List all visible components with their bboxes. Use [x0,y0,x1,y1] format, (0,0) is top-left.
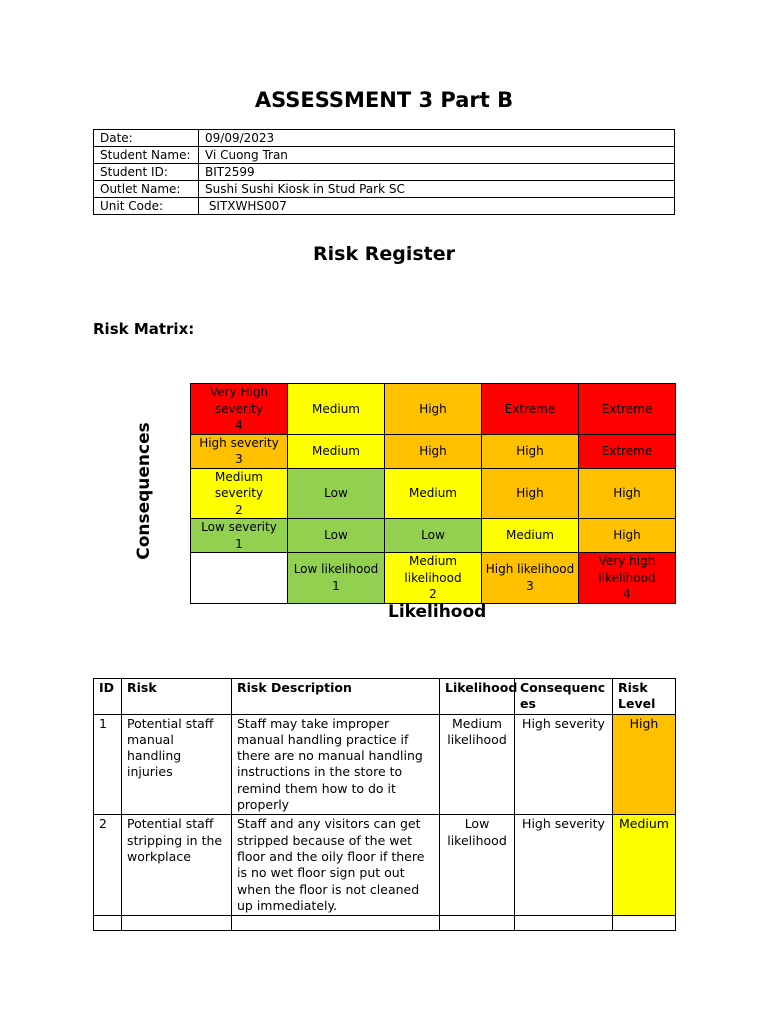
likelihood-header: Very high likelihood 4 [579,553,676,604]
section-title: Risk Register [313,243,455,265]
info-row [94,147,675,164]
column-header: Risk [122,679,232,715]
matrix-cell: High [385,384,482,435]
matrix-cell: Extreme [579,434,676,468]
matrix-cell: High [579,519,676,553]
risk-description: Staff may take improper manual handling practice if there are no manual handling instructions in the store to remind them how to do it properly [232,714,440,815]
risk-id: 1 [94,714,122,815]
matrix-cell: Medium [288,384,385,435]
column-header: Likelihood [440,679,515,715]
info-row [94,130,675,147]
empty-table-row [94,916,676,931]
risk-register-table [93,678,676,931]
matrix-cell: Low [288,468,385,519]
matrix-row [191,553,676,604]
matrix-cell: Extreme [579,384,676,435]
empty-cell [613,916,676,931]
x-axis-label: Likelihood [388,602,487,622]
student-info-table [93,129,675,215]
empty-cell [515,916,613,931]
info-row [94,181,675,198]
risk-matrix [190,383,676,604]
matrix-cell: Medium [288,434,385,468]
risk-consequence: High severity [515,714,613,815]
register-header-row [94,679,676,715]
matrix-cell: Low [288,519,385,553]
table-row [94,815,676,916]
column-header: Risk Description [232,679,440,715]
risk-name: Potential staff stripping in the workplace [122,815,232,916]
empty-cell [232,916,440,931]
empty-cell [440,916,515,931]
column-header: Consequences [515,679,613,715]
info-value: Vi Cuong Tran [199,147,675,164]
severity-header: Medium severity 2 [191,468,288,519]
risk-consequence: High severity [515,815,613,916]
risk-id: 2 [94,815,122,916]
info-value: Sushi Sushi Kiosk in Stud Park SC [199,181,675,198]
matrix-cell: High [385,434,482,468]
info-value: SITXWHS007 [199,198,675,215]
risk-name: Potential staff manual handling injuries [122,714,232,815]
risk-likelihood: Low likelihood [440,815,515,916]
matrix-corner-cell [191,553,288,604]
likelihood-header: Low likelihood 1 [288,553,385,604]
info-label: Outlet Name: [94,181,199,198]
info-label: Student Name: [94,147,199,164]
info-value: 09/09/2023 [199,130,675,147]
info-row [94,198,675,215]
info-row [94,164,675,181]
severity-header: Low severity 1 [191,519,288,553]
info-label: Student ID: [94,164,199,181]
info-value: BIT2599 [199,164,675,181]
table-row [94,714,676,815]
likelihood-header: High likelihood 3 [482,553,579,604]
likelihood-header: Medium likelihood 2 [385,553,482,604]
severity-header: Very High severity 4 [191,384,288,435]
matrix-cell: Low [385,519,482,553]
severity-header: High severity 3 [191,434,288,468]
matrix-cell: High [482,434,579,468]
column-header: Risk Level [613,679,676,715]
matrix-row [191,384,676,435]
empty-cell [122,916,232,931]
risk-likelihood: Medium likelihood [440,714,515,815]
matrix-cell: Extreme [482,384,579,435]
y-axis-label: Consequences [134,422,154,560]
matrix-cell: High [482,468,579,519]
document-title: ASSESSMENT 3 Part B [254,88,514,112]
matrix-cell: Medium [482,519,579,553]
matrix-row [191,468,676,519]
column-header: ID [94,679,122,715]
matrix-cell: High [579,468,676,519]
risk-level: Medium [613,815,676,916]
risk-description: Staff and any visitors can get stripped because of the wet floor and the oily floor if there is no wet floor sign put out when the floor is not cleaned up immediately. [232,815,440,916]
empty-cell [94,916,122,931]
info-label: Unit Code: [94,198,199,215]
matrix-cell: Medium [385,468,482,519]
risk-level: High [613,714,676,815]
matrix-row [191,519,676,553]
info-label: Date: [94,130,199,147]
risk-matrix-label: Risk Matrix: [93,320,195,338]
matrix-row [191,434,676,468]
